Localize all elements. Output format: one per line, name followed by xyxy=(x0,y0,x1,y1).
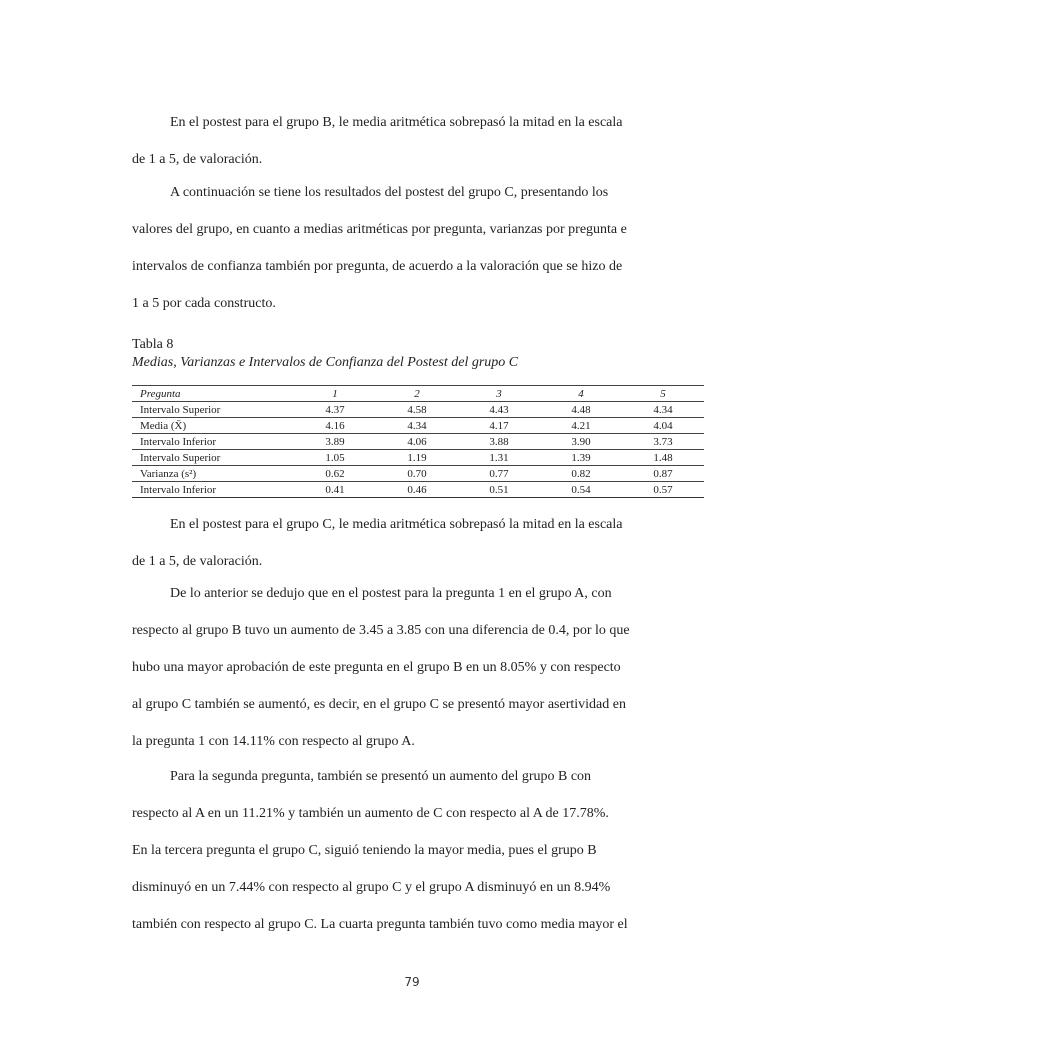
para5-line2: respecto al A en un 11.21% y también un aumento de C con respecto al A de 17.78%. xyxy=(132,806,609,821)
row-label: Intervalo Inferior xyxy=(132,482,294,498)
para4-line1: De lo anterior se dedujo que en el postest para la pregunta 1 en el grupo A, con xyxy=(170,586,612,601)
para4-line5: la pregunta 1 con 14.11% con respecto al grupo A. xyxy=(132,734,415,749)
table-row xyxy=(132,450,704,466)
para2-line3: intervalos de confianza también por pregunta, de acuerdo a la valoración que se hizo de xyxy=(132,259,623,274)
para1-line2: de 1 a 5, de valoración. xyxy=(132,152,263,167)
table-header-row xyxy=(132,386,704,402)
cell: 3.89 xyxy=(294,434,376,450)
para5-line4: disminuyó en un 7.44% con respecto al grupo C y el grupo A disminuyó en un 8.94% xyxy=(132,880,611,895)
cell: 0.46 xyxy=(376,482,458,498)
header-q1: 1 xyxy=(294,386,376,402)
cell: 0.70 xyxy=(376,466,458,482)
header-q2: 2 xyxy=(376,386,458,402)
cell: 0.62 xyxy=(294,466,376,482)
para2-line2: valores del grupo, en cuanto a medias aritméticas por pregunta, varianzas por pregunta e xyxy=(132,222,627,237)
para2-line1: A continuación se tiene los resultados del postest del grupo C, presentando los xyxy=(170,185,609,200)
row-label: Intervalo Superior xyxy=(132,450,294,466)
header-q5: 5 xyxy=(622,386,704,402)
cell: 4.16 xyxy=(294,418,376,434)
cell: 1.31 xyxy=(458,450,540,466)
cell: 0.54 xyxy=(540,482,622,498)
table-row xyxy=(132,482,704,498)
cell: 0.87 xyxy=(622,466,704,482)
page-number: 79 xyxy=(404,975,420,989)
para5-line1: Para la segunda pregunta, también se presentó un aumento del grupo B con xyxy=(170,769,592,784)
cell: 4.34 xyxy=(622,402,704,418)
para4-line2: respecto al grupo B tuvo un aumento de 3.45 a 3.85 con una diferencia de 0.4, por lo que xyxy=(132,623,630,638)
cell: 4.04 xyxy=(622,418,704,434)
cell: 4.37 xyxy=(294,402,376,418)
header-q3: 3 xyxy=(458,386,540,402)
table-number: Tabla 8 xyxy=(132,337,174,352)
cell: 1.48 xyxy=(622,450,704,466)
cell: 0.57 xyxy=(622,482,704,498)
cell: 4.48 xyxy=(540,402,622,418)
para4-line4: al grupo C también se aumentó, es decir, en el grupo C se presentó mayor asertividad en xyxy=(132,697,626,712)
cell: 4.21 xyxy=(540,418,622,434)
row-label: Varianza (s²) xyxy=(132,466,294,482)
table-row xyxy=(132,434,704,450)
cell: 0.41 xyxy=(294,482,376,498)
cell: 3.73 xyxy=(622,434,704,450)
results-table xyxy=(132,385,704,498)
para3-line1: En el postest para el grupo C, le media aritmética sobrepasó la mitad en la escala xyxy=(170,517,623,532)
cell: 4.17 xyxy=(458,418,540,434)
cell: 4.43 xyxy=(458,402,540,418)
para4-line3: hubo una mayor aprobación de este pregunta en el grupo B en un 8.05% y con respecto xyxy=(132,660,621,675)
para5-line3: En la tercera pregunta el grupo C, siguió teniendo la mayor media, pues el grupo B xyxy=(132,843,597,858)
cell: 0.82 xyxy=(540,466,622,482)
para3-line2: de 1 a 5, de valoración. xyxy=(132,554,263,569)
para2-line4: 1 a 5 por cada constructo. xyxy=(132,296,276,311)
header-pregunta: Pregunta xyxy=(132,386,294,402)
row-label: Intervalo Superior xyxy=(132,402,294,418)
cell: 4.34 xyxy=(376,418,458,434)
row-label: Intervalo Inferior xyxy=(132,434,294,450)
table-title: Medias, Varianzas e Intervalos de Confianza del Postest del grupo C xyxy=(132,355,519,370)
table-row xyxy=(132,466,704,482)
cell: 1.39 xyxy=(540,450,622,466)
cell: 3.90 xyxy=(540,434,622,450)
table-row xyxy=(132,402,704,418)
para1-line1: En el postest para el grupo B, le media aritmética sobrepasó la mitad en la escala xyxy=(170,115,623,130)
cell: 0.77 xyxy=(458,466,540,482)
row-label: Media (X̄) xyxy=(132,418,294,434)
para5-line5: también con respecto al grupo C. La cuarta pregunta también tuvo como media mayor el xyxy=(132,917,628,932)
header-q4: 4 xyxy=(540,386,622,402)
cell: 4.06 xyxy=(376,434,458,450)
cell: 4.58 xyxy=(376,402,458,418)
cell: 0.51 xyxy=(458,482,540,498)
table-row xyxy=(132,418,704,434)
cell: 1.05 xyxy=(294,450,376,466)
cell: 1.19 xyxy=(376,450,458,466)
cell: 3.88 xyxy=(458,434,540,450)
